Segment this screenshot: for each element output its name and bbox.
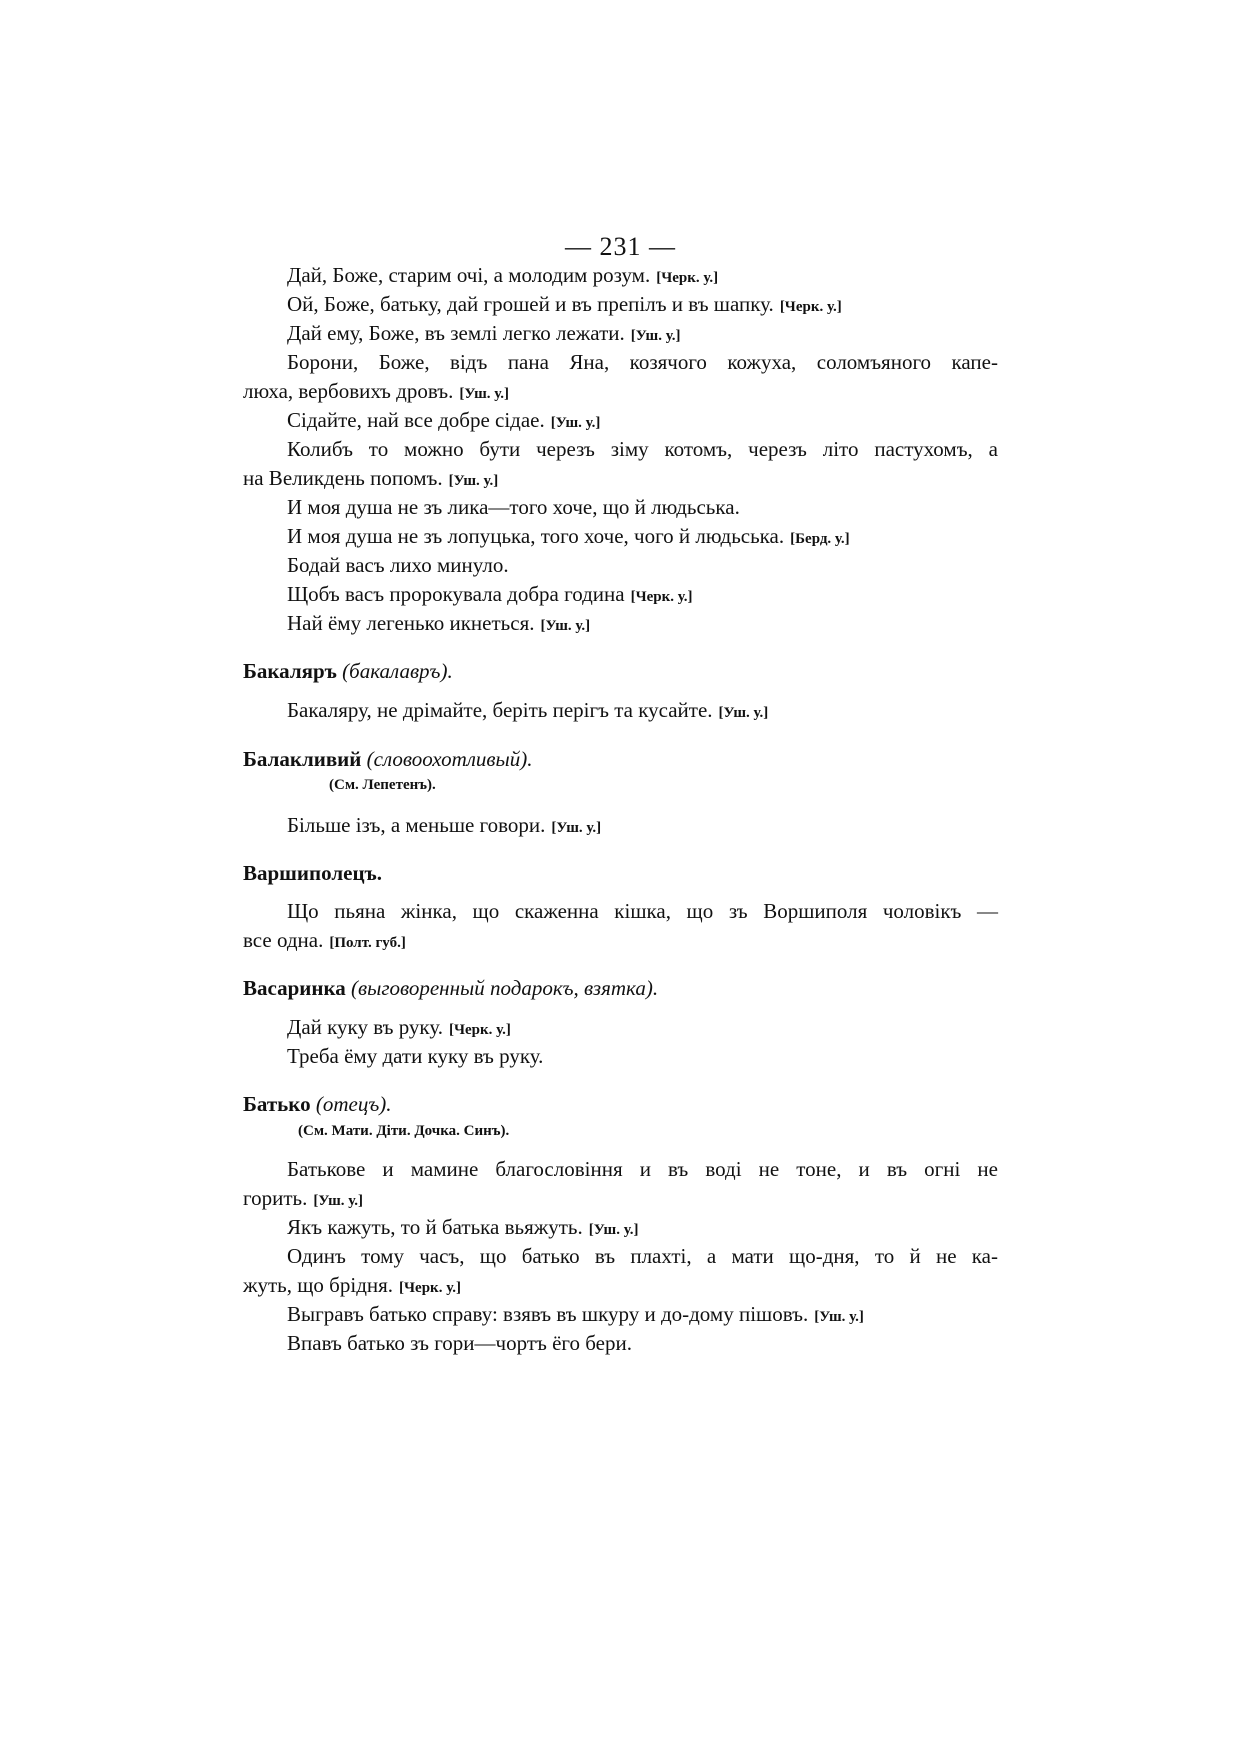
cross-reference: (См. Лепетенъ). [329,777,436,793]
proverb-line: Колибъ то можно бути черезъ зіму котомъ, черезъ літо пастухомъ, а [287,437,998,461]
proverb-line: Одинъ тому часъ, що батько въ плахті, а мати що-дня, то й не ка- [287,1244,998,1268]
source-ref: [Уш. у.] [313,1193,364,1209]
source-ref: [Полт. губ.] [329,935,406,951]
proverb-line: Більше ізъ, а меньше говори. [Уш. у.] [287,813,602,837]
entry-heading [243,749,532,770]
source-ref: [Берд. у.] [790,531,850,547]
entry-heading [243,1094,391,1115]
proverb-line: Щобъ васъ пророкувала добра година [Черк. у.] [287,582,693,606]
source-ref: [Уш. у.] [459,386,510,402]
source-ref: [Уш. у.] [448,473,499,489]
headword: Васаринка [243,976,346,1000]
proverb-line: Борони, Боже, відъ пана Яна, козячого кожуха, соломъяного капе- [287,350,998,374]
proverb-line: И моя душа не зъ лопуцька, того хоче, чого й людьська. [Берд. у.] [287,524,850,548]
proverb-line: Ой, Боже, батьку, дай грошей и въ препілъ и въ шапку. [Черк. у.] [287,292,842,316]
entry-heading [243,863,382,884]
proverb-line: Якъ кажуть, то й батька вьяжуть. [Уш. у.] [287,1215,639,1239]
proverb-line: Сідайте, най все добре сідае. [Уш. у.] [287,408,601,432]
headword: Бакаляръ [243,659,337,683]
headword: Варшиполецъ. [243,861,383,885]
proverb-line: горить. [Уш. у.] [243,1186,364,1210]
proverb-line: Дай ему, Боже, въ землі легко лежати. [Уш. у.] [287,321,681,345]
source-ref: [Уш. у.] [718,705,769,721]
source-ref: [Черк. у.] [779,299,842,315]
entry-heading [243,661,453,682]
proverb-line: на Великдень попомъ. [Уш. у.] [243,466,499,490]
gloss: (словоохотливый). [366,747,533,771]
proverb-line: Дай куку въ руку. [Черк. у.] [287,1015,511,1039]
source-ref: [Черк. у.] [656,270,719,286]
proverb-line: Най ёму легенько икнеться. [Уш. у.] [287,611,591,635]
gloss: (бакалавръ). [342,659,453,683]
proverb-line: И моя душа не зъ лика—того хоче, що й людьська. [287,495,740,519]
source-ref: [Уш. у.] [630,328,681,344]
proverb-line: жуть, що брідня. [Черк. у.] [243,1273,461,1297]
proverb-line: Що пьяна жінка, що скаженна кішка, що зъ Воршиполя чоловікъ — [287,899,998,923]
proverb-line: люха, вербовихъ дровъ. [Уш. у.] [243,379,510,403]
cross-reference: (См. Мати. Діти. Дочка. Синъ). [298,1123,510,1139]
headword: Батько [243,1092,311,1116]
source-ref: [Уш. у.] [540,618,591,634]
gloss: (отецъ). [315,1092,392,1116]
gloss: (выговоренный подарокъ, взятка). [351,976,659,1000]
source-ref: [Черк. у.] [630,589,693,605]
source-ref: [Черк. у.] [399,1280,461,1296]
proverb-line: Дай, Боже, старим очі, а молодим розум. [Черк. у.] [287,263,719,287]
page-number: — 231 — [565,232,676,261]
source-ref: [Черк. у.] [448,1022,511,1038]
proverb-line: Треба ёму дати куку въ руку. [287,1044,544,1068]
proverb-line: Бакаляру, не дрімайте, беріть перігъ та кусайте. [Уш. у.] [287,698,769,722]
headword: Балакливий [243,747,362,771]
source-ref: [Уш. у.] [588,1222,639,1238]
proverb-line: Выгравъ батько справу: взявъ въ шкуру и до-дому пішовъ. [Уш. у.] [287,1302,864,1326]
source-ref: [Уш. у.] [551,820,602,836]
source-ref: [Уш. у.] [550,415,601,431]
proverb-line: Батькове и мамине благословіння и въ воді не тоне, и въ огні не [287,1157,998,1181]
source-ref: [Уш. у.] [814,1309,864,1325]
proverb-line: Впавъ батько зъ гори—чортъ ёго бери. [287,1331,632,1355]
entry-heading [243,978,658,999]
proverb-line: все одна. [Полт. губ.] [243,928,406,952]
proverb-line: Бодай васъ лихо минуло. [287,553,509,577]
